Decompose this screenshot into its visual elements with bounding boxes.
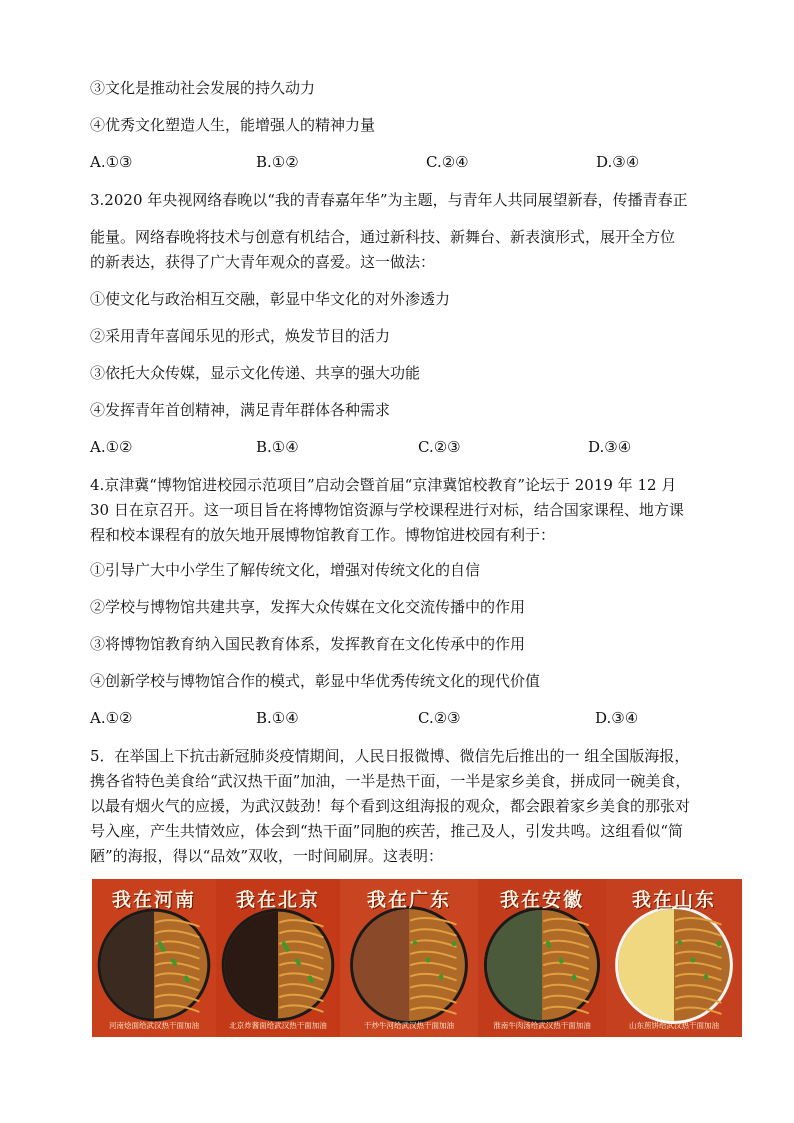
q5-stem-line-3: 以最有烟火气的应援，为武汉鼓劲！每个看到这组海报的观众，都会跟着家乡美食的那张对 bbox=[90, 797, 691, 815]
poster-caption: 干炒牛河给武汉热干面加油 bbox=[364, 1021, 454, 1030]
q2-options bbox=[90, 153, 740, 173]
q3-item-2: ②采用青年喜闻乐见的形式，焕发节目的活力 bbox=[90, 327, 391, 345]
q3-item-4: ④发挥青年首创精神，满足青年群体各种需求 bbox=[90, 401, 391, 419]
q4-stem-line-3: 程和校本课程有的放矢地开展博物馆教育工作。博物馆进校园有利于： bbox=[90, 526, 556, 544]
q4-option-b: B.①④ bbox=[256, 709, 299, 727]
poster-strip bbox=[92, 879, 742, 1037]
poster-beijing bbox=[216, 879, 340, 1037]
q5-stem-line-4: 号入座，产生共情效应，体会到“热干面”同胞的疾苦，推己及人，引发共鸣。这组看似“简 bbox=[90, 822, 684, 840]
q5-stem-line-2: 携各省特色美食给“武汉热干面”加油，一半是热干面，一半是家乡美食，拼成同一碗美食， bbox=[90, 772, 691, 790]
q3-options bbox=[90, 438, 740, 458]
q2-item-3: ③文化是推动社会发展的持久动力 bbox=[90, 79, 316, 97]
poster-caption: 淮南牛肉汤给武汉热干面加油 bbox=[493, 1021, 591, 1030]
poster-caption: 山东煎饼给武汉热干面加油 bbox=[629, 1021, 719, 1030]
poster-henan bbox=[92, 879, 216, 1037]
q4-stem-line-2: 30 日在京召开。这一项目旨在将博物馆资源与学校课程进行对标，结合国家课程、地方课 bbox=[90, 501, 684, 519]
poster-title: 我在北京 bbox=[235, 889, 320, 911]
q3-option-b: B.①④ bbox=[256, 438, 299, 456]
q5-stem-line-1: 5．在举国上下抗击新冠肺炎疫情期间，人民日报微博、微信先后推出的一 组全国版海报， bbox=[90, 747, 690, 765]
q3-item-3: ③依托大众传媒，显示文化传递、共享的强大功能 bbox=[90, 364, 421, 382]
q3-item-1: ①使文化与政治相互交融，彰显中华文化的对外渗透力 bbox=[90, 290, 451, 308]
q4-options bbox=[90, 709, 740, 729]
q4-option-d: D.③④ bbox=[595, 709, 639, 727]
poster-anhui bbox=[478, 879, 606, 1037]
q3-stem-line-3: 的新表达，获得了广大青年观众的喜爱。这一做法： bbox=[90, 253, 436, 271]
q3-stem-line-1: 3.2020 年央视网络春晚以“我的青春嘉年华”为主题，与青年人共同展望新春，传播青春正 bbox=[90, 191, 688, 209]
q3-option-d: D.③④ bbox=[588, 438, 632, 456]
poster-shandong bbox=[606, 879, 742, 1037]
q4-item-4: ④创新学校与博物馆合作的模式，彰显中华优秀传统文化的现代价值 bbox=[90, 672, 541, 690]
q4-stem-line-1: 4.京津冀“博物馆进校园示范项目”启动会暨首届“京津冀馆校教育”论坛于 2019 年 12 月 bbox=[90, 476, 677, 494]
q2-option-d: D.③④ bbox=[596, 153, 640, 171]
q3-stem-line-2: 能量。网络春晚将技术与创意有机结合，通过新科技、新舞台、新表演形式，展开全方位 bbox=[90, 228, 676, 246]
poster-title: 我在安徽 bbox=[499, 889, 584, 911]
poster-caption: 河南烩面给武汉热干面加油 bbox=[109, 1021, 199, 1030]
q2-option-a: A.①③ bbox=[90, 153, 133, 171]
q4-item-1: ①引导广大中小学生了解传统文化，增强对传统文化的自信 bbox=[90, 561, 481, 579]
q4-item-2: ②学校与博物馆共建共享，发挥大众传媒在文化交流传播中的作用 bbox=[90, 598, 526, 616]
q3-option-c: C.②③ bbox=[418, 438, 461, 456]
poster-title: 我在河南 bbox=[111, 889, 196, 911]
q4-option-a: A.①② bbox=[90, 709, 133, 727]
q2-item-4: ④优秀文化塑造人生，能增强人的精神力量 bbox=[90, 116, 376, 134]
q5-stem-line-5: 陋”的海报，得以“品效”双收，一时间刷屏。这表明： bbox=[90, 847, 444, 865]
poster-title: 我在山东 bbox=[631, 889, 716, 911]
q3-option-a: A.①② bbox=[90, 438, 133, 456]
q4-item-3: ③将博物馆教育纳入国民教育体系，发挥教育在文化传承中的作用 bbox=[90, 635, 526, 653]
poster-caption: 北京炸酱面给武汉热干面加油 bbox=[229, 1021, 327, 1030]
poster-guangdong bbox=[340, 879, 478, 1037]
q2-option-b: B.①② bbox=[256, 153, 299, 171]
q2-option-c: C.②④ bbox=[426, 153, 469, 171]
poster-title: 我在广东 bbox=[366, 889, 451, 911]
q4-option-c: C.②③ bbox=[418, 709, 461, 727]
